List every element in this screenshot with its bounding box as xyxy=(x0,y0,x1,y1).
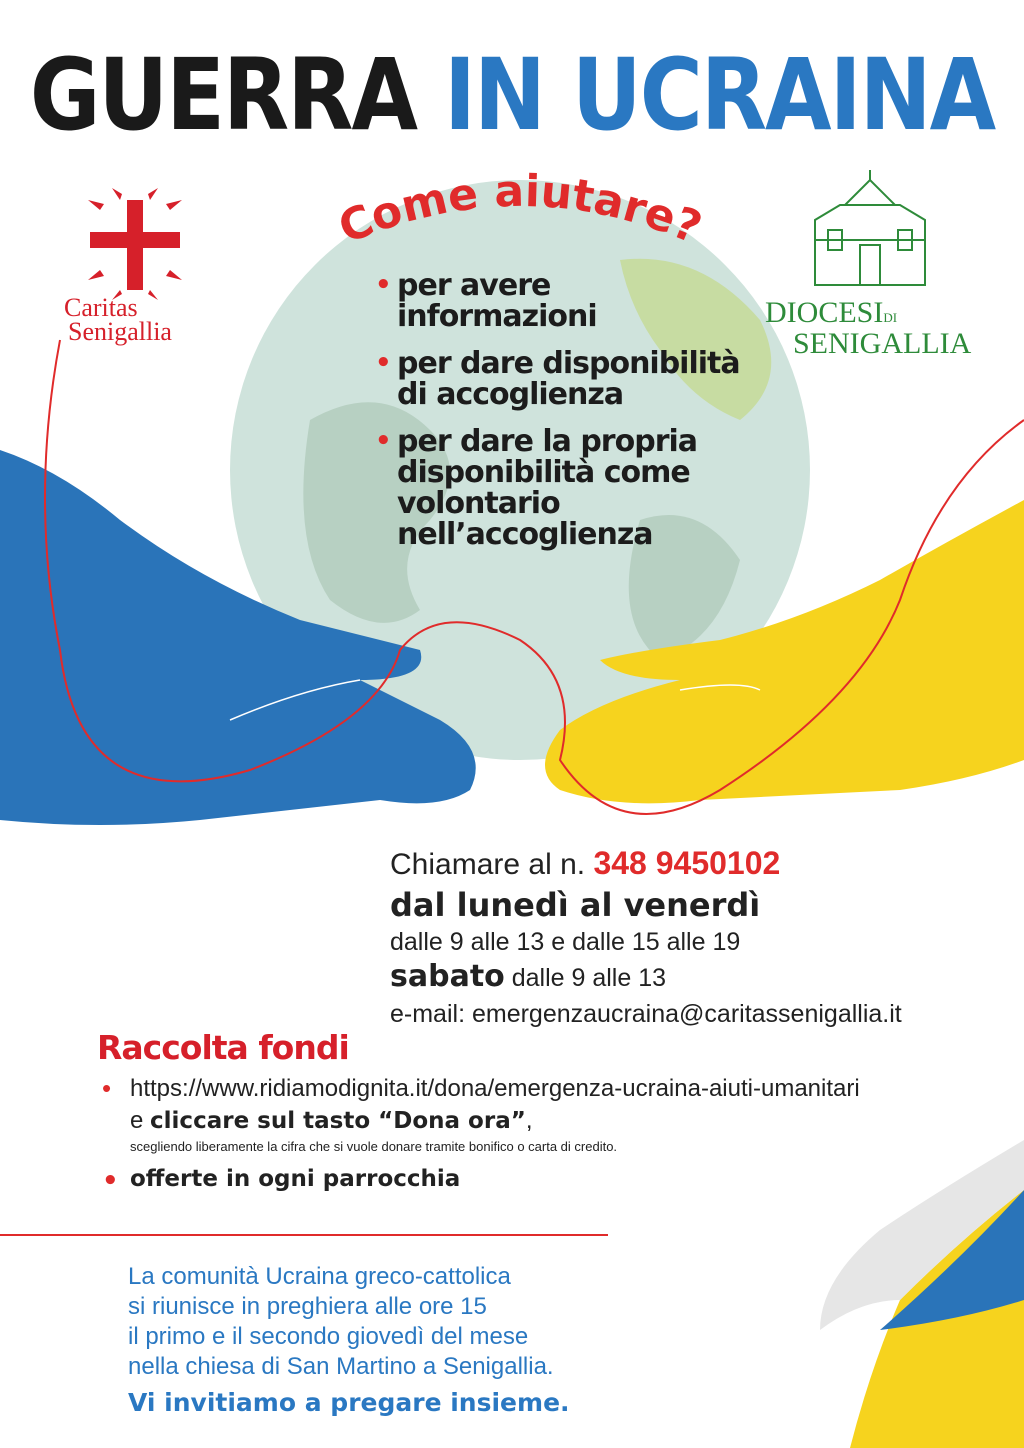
caritas-city: Senigallia xyxy=(68,317,172,346)
help-item: • per avere informazioni xyxy=(375,270,745,332)
saturday-label: sabato xyxy=(390,959,505,994)
fundraising-title: Raccolta fondi xyxy=(97,1028,349,1067)
help-heading: Come aiutare? xyxy=(331,165,709,255)
page-title xyxy=(0,38,1024,153)
title-guerra: GUERRA xyxy=(29,38,417,153)
contact-block xyxy=(390,845,902,1029)
community-notice xyxy=(128,1262,570,1418)
weekday-hours: dalle 9 alle 13 e dalle 15 alle 19 xyxy=(390,928,741,956)
parish-offerings: • offerte in ogni parrocchia xyxy=(100,1166,1000,1192)
divider xyxy=(0,1234,608,1236)
diocesi-name: DIOCESI xyxy=(765,296,884,329)
click-prefix: e xyxy=(130,1107,144,1134)
click-instruction: cliccare sul tasto “Dona ora” xyxy=(150,1108,526,1134)
diocesi-di: DI xyxy=(883,310,898,325)
caritas-name: Caritas xyxy=(64,293,138,322)
caritas-flame-cross-icon xyxy=(88,188,182,300)
community-line: La comunità Ucraina greco-cattolica xyxy=(128,1263,511,1290)
email-label: e-mail: xyxy=(390,1000,466,1028)
help-list xyxy=(375,270,745,566)
saturday-hours: dalle 9 alle 13 xyxy=(511,964,667,992)
click-suffix: , xyxy=(525,1107,533,1134)
help-item: • per dare la propria disponibilità come volontario nell’accoglienza xyxy=(375,426,745,550)
church-facade-icon xyxy=(815,170,925,285)
diocesi-logo-text xyxy=(765,296,972,360)
title-in-ucraina: IN UCRAINA xyxy=(443,38,995,153)
community-line: il primo e il secondo giovedì del mese xyxy=(128,1323,529,1350)
weekday-label: dal lunedì al venerdì xyxy=(390,886,761,924)
call-prefix: Chiamare al n. xyxy=(390,848,586,881)
caritas-logo-text xyxy=(64,293,172,346)
email-link[interactable]: emergenzaucraina@caritassenigallia.it xyxy=(471,1000,902,1028)
donation-note: scegliendo liberamente la cifra che si vuole donare tramite bonifico o carta di credito. xyxy=(130,1139,618,1154)
prayer-invite: Vi invitiamo a pregare insieme. xyxy=(128,1388,570,1417)
donation-url[interactable]: • https://www.ridiamodignita.it/dona/emergenza-ucraina-aiuti-umanitari xyxy=(100,1075,1000,1103)
fundraising-list xyxy=(100,1075,1000,1192)
community-line: nella chiesa di San Martino a Senigallia. xyxy=(128,1353,554,1380)
community-line: si riunisce in preghiera alle ore 15 xyxy=(128,1293,487,1320)
help-item: • per dare disponibilità di accoglienza xyxy=(375,348,745,410)
diocesi-city: SENIGALLIA xyxy=(793,327,972,360)
phone-number[interactable]: 348 9450102 xyxy=(593,845,781,881)
